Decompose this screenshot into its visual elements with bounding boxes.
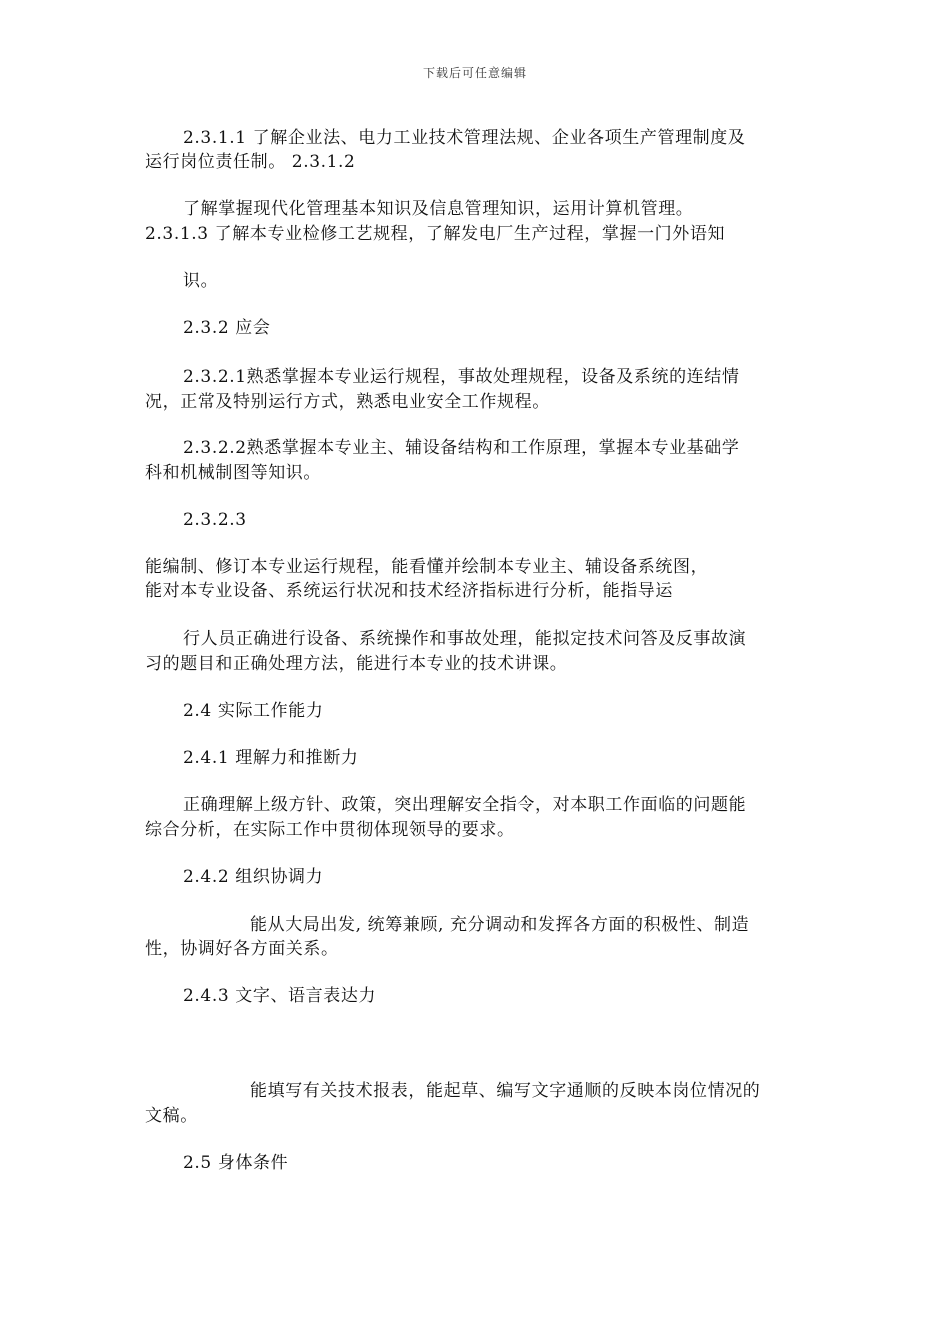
text-line: 2.3.2.1熟悉掌握本专业运行规程，事故处理规程，设备及系统的连结情 [183,367,740,387]
text-line: 科和机械制图等知识。 [145,463,321,483]
text-line: 文稿。 [145,1106,198,1126]
text-line: 能从大局出发, 统筹兼顾, 充分调动和发挥各方面的积极性、制造 [250,915,750,935]
text-line: 能编制、修订本专业运行规程，能看懂并绘制本专业主、辅设备系统图， [145,557,709,577]
text-line: 综合分析，在实际工作中贯彻体现领导的要求。 [145,820,515,840]
text-line: 2.3.2.3 [183,510,247,530]
text-line: 能对本专业设备、系统运行状况和技术经济指标进行分析，能指导运 [145,581,673,601]
text-line: 2.4.3 文字、语言表达力 [183,986,377,1006]
text-line: 2.5 身体条件 [183,1153,289,1173]
text-line: 习的题目和正确处理方法，能进行本专业的技术讲课。 [145,654,568,674]
text-line: 识。 [183,271,219,291]
text-line: 2.4.1 理解力和推断力 [183,748,359,768]
page-header: 下载后可任意编辑 [422,66,527,80]
text-line: 2.3.1.3 了解本专业检修工艺规程，了解发电厂生产过程，掌握一门外语知 [145,224,726,244]
text-line: 2.4 实际工作能力 [183,701,324,721]
text-line: 性，协调好各方面关系。 [145,939,339,959]
text-line: 2.4.2 组织协调力 [183,867,324,887]
text-line: 了解掌握现代化管理基本知识及信息管理知识，运用计算机管理。 [183,199,694,219]
text-line: 正确理解上级方针、政策，突出理解安全指令，对本职工作面临的问题能 [183,795,747,815]
text-line: 2.3.1.1 了解企业法、电力工业技术管理法规、企业各项生产管理制度及 [183,128,746,148]
text-line: 况，正常及特别运行方式，熟悉电业安全工作规程。 [145,392,550,412]
text-line: 2.3.2 应会 [183,318,271,338]
text-line: 行人员正确进行设备、系统操作和事故处理，能拟定技术问答及反事故演 [183,629,747,649]
text-line: 2.3.2.2熟悉掌握本专业主、辅设备结构和工作原理，掌握本专业基础学 [183,438,740,458]
text-line: 运行岗位责任制。 2.3.1.2 [145,152,356,172]
text-line: 能填写有关技术报表，能起草、编写文字通顺的反映本岗位情况的 [250,1081,761,1101]
